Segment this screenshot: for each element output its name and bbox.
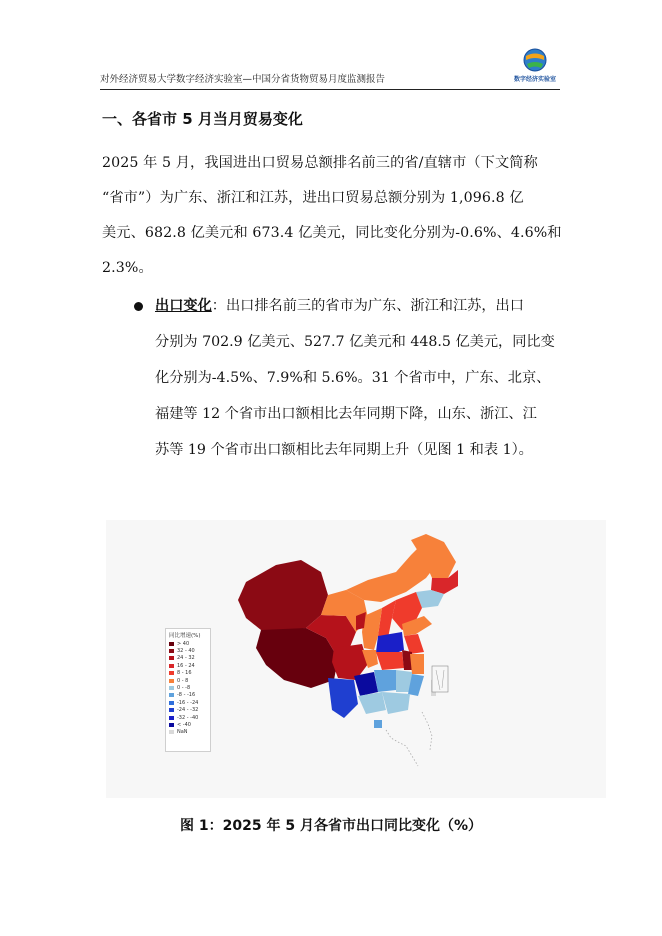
legend-item	[169, 729, 207, 736]
legend-item	[169, 692, 207, 699]
legend-item	[169, 640, 207, 647]
bullet-label: 出口变化	[155, 298, 212, 314]
legend-label: NaN	[177, 729, 188, 736]
bullet-line: 分别为 702.9 亿美元、527.7 亿美元和 448.5 亿美元，同比变	[155, 334, 555, 350]
legend-swatch	[169, 693, 174, 697]
legend-label: > 40	[177, 640, 190, 647]
bullet-dot-icon	[134, 302, 143, 311]
map-legend	[165, 628, 211, 752]
legend-swatch	[169, 679, 174, 683]
legend-swatch	[169, 723, 174, 727]
legend-swatch	[169, 708, 174, 712]
legend-label: 16 - 24	[177, 662, 195, 669]
legend-label: 32 - 40	[177, 648, 195, 655]
legend-label: < -40	[177, 721, 191, 728]
intro-paragraph	[102, 146, 564, 286]
bullet-line: 福建等 12 个省市出口额相比去年同期下降，山东、浙江、江	[155, 406, 537, 422]
legend-item	[169, 699, 207, 706]
intro-line: 美元、682.8 亿美元和 673.4 亿美元，同比变化分别为-0.6%、4.6%和	[102, 225, 562, 241]
legend-swatch	[169, 701, 174, 705]
legend-item	[169, 655, 207, 662]
legend-item	[169, 670, 207, 677]
legend-title: 同比增速(%)	[169, 633, 201, 639]
legend-item	[169, 677, 207, 684]
legend-label: 0 - 8	[177, 677, 189, 684]
region-guizhou	[354, 672, 378, 696]
legend-label: -16 - -24	[177, 699, 199, 706]
bullet-line: 化分别为-4.5%、7.9%和 5.6%。31 个省市中，广东、北京、	[155, 370, 551, 386]
region-yunnan	[328, 678, 358, 718]
figure-caption: 图 1：2025 年 5 月各省市出口同比变化（%）	[180, 818, 482, 834]
region-guangdong	[382, 692, 410, 714]
legend-label: -32 - -40	[177, 714, 199, 721]
export-change-bullet	[155, 288, 565, 468]
legend-item	[169, 684, 207, 691]
bullet-line: 苏等 19 个省市出口额相比去年同期上升（见图 1 和表 1）。	[155, 442, 533, 458]
legend-swatch	[169, 686, 174, 690]
logo-text: 数字经济实验室	[513, 76, 556, 83]
legend-item	[169, 647, 207, 654]
legend-label: 24 - 32	[177, 655, 195, 662]
region-zhejiang	[410, 654, 424, 674]
legend-swatch	[169, 649, 174, 653]
legend-label: -24 - -32	[177, 707, 199, 714]
legend-swatch	[169, 730, 174, 734]
legend-label: 8 - 16	[177, 670, 192, 677]
header-title: 对外经济贸易大学数字经济实验室—中国分省货物贸易月度监测报告	[100, 74, 386, 85]
legend-item	[169, 721, 207, 728]
region-hubei	[376, 652, 404, 670]
legend-label: -8 - -16	[177, 692, 196, 699]
south-china-sea-inset	[432, 666, 448, 692]
legend-label: 0 - -8	[177, 685, 191, 692]
lab-logo	[510, 47, 560, 87]
legend-swatch	[169, 716, 174, 720]
legend-item	[169, 662, 207, 669]
legend-swatch	[169, 642, 174, 646]
intro-line: 2.3%。	[102, 260, 153, 276]
legend-item	[169, 707, 207, 714]
intro-line: “省市”）为广东、浙江和江苏，进出口贸易总额分别为 1,096.8 亿	[102, 190, 524, 206]
region-hainan	[374, 720, 382, 728]
bullet-first-line	[155, 288, 565, 324]
bullet-first-line-rest: ：出口排名前三的省市为广东、浙江和江苏，出口	[211, 298, 524, 314]
intro-line: 2025 年 5 月，我国进出口贸易总额排名前三的省/直辖市（下文简称	[102, 155, 538, 171]
globe-logo-icon	[522, 47, 548, 73]
legend-swatch	[169, 656, 174, 660]
legend-item	[169, 714, 207, 721]
legend-swatch	[169, 671, 174, 675]
legend-swatch	[169, 664, 174, 668]
page-header	[100, 47, 560, 90]
legend-items	[169, 640, 207, 736]
section-heading: 一、各省市 5 月当月贸易变化	[102, 110, 303, 128]
